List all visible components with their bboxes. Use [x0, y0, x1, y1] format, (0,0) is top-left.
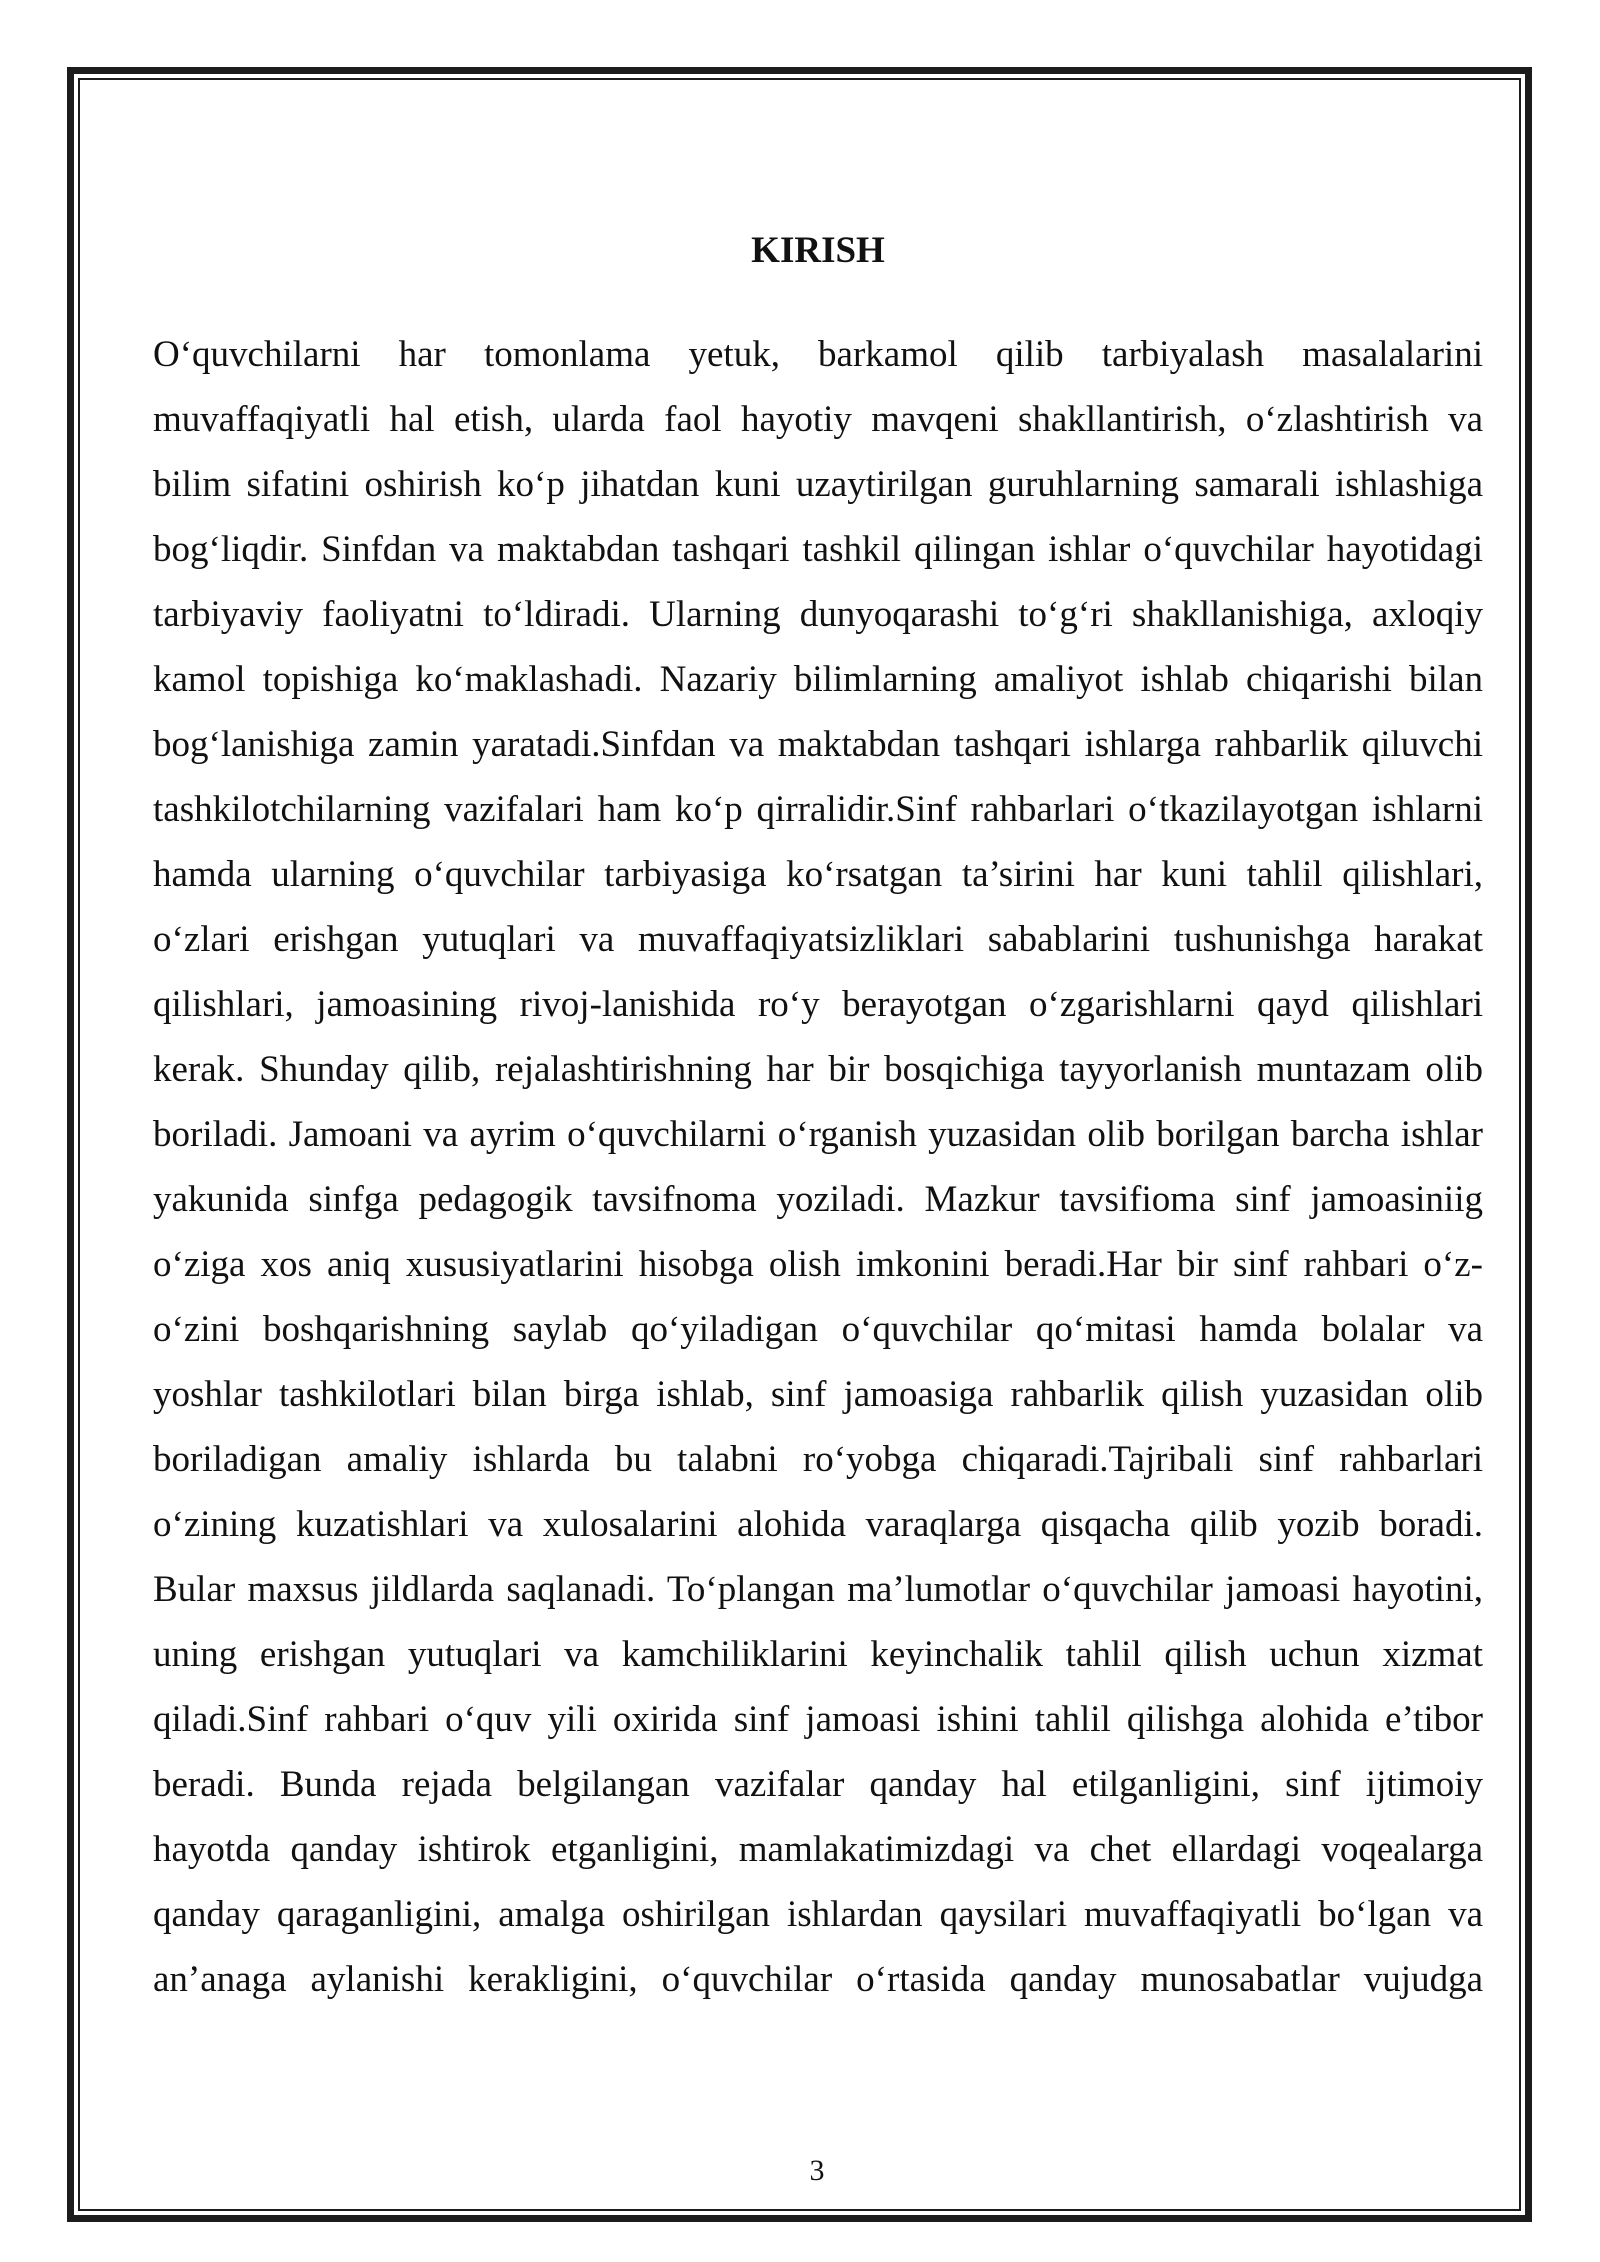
- section-title: KIRISH: [751, 230, 885, 271]
- paragraph-line: o‘zlari erishgan yutuqlari va muvaffaqiyatsizliklari sabablarini tushunishga harakat: [153, 919, 1483, 960]
- paragraph-line: qilishlari, jamoasining rivoj-lanishida ro‘y berayotgan o‘zgarishlarni qayd qilishlari: [153, 984, 1483, 1025]
- paragraph-line: yakunida sinfga pedagogik tavsifnoma yoziladi. Mazkur tavsifioma sinf jamoasiniig: [153, 1179, 1483, 1220]
- page-number: 3: [809, 2154, 825, 2187]
- paragraph-line: yoshlar tashkilotlari bilan birga ishlab, sinf jamoasiga rahbarlik qilish yuzasidan olib: [153, 1374, 1483, 1415]
- paragraph-line: o‘ziga xos aniq xususiyatlarini hisobga olish imkonini beradi.Har bir sinf rahbari o‘z-: [153, 1244, 1483, 1285]
- paragraph-line: qiladi.Sinf rahbari o‘quv yili oxirida sinf jamoasi ishini tahlil qilishga alohida e’tibor: [153, 1699, 1483, 1740]
- paragraph-line: boriladigan amaliy ishlarda bu talabni ro‘yobga chiqaradi.Tajribali sinf rahbarlari: [153, 1439, 1483, 1480]
- paragraph-line: an’anaga aylanishi kerakligini, o‘quvchilar o‘rtasida qanday munosabatlar vujudga: [153, 1959, 1483, 2000]
- paragraph-line: muvaffaqiyatli hal etish, ularda faol hayotiy mavqeni shakllantirish, o‘zlashtirish va: [153, 399, 1483, 440]
- paragraph-line: tarbiyaviy faoliyatni to‘ldiradi. Ularning dunyoqarashi to‘g‘ri shakllanishiga, axloqiy: [153, 594, 1483, 635]
- paragraph-line: o‘zining kuzatishlari va xulosalarini alohida varaqlarga qisqacha qilib yozib boradi.: [153, 1504, 1483, 1545]
- paragraph-line: uning erishgan yutuqlari va kamchiliklarini keyinchalik tahlil qilish uchun xizmat: [153, 1634, 1483, 1675]
- paragraph-line: kamol topishiga ko‘maklashadi. Nazariy bilimlarning amaliyot ishlab chiqarishi bilan: [153, 659, 1483, 700]
- paragraph-line: hamda ularning o‘quvchilar tarbiyasiga ko‘rsatgan ta’sirini har kuni tahlil qilishlari,: [153, 854, 1483, 895]
- paragraph-line: Bular maxsus jildlarda saqlanadi. To‘plangan ma’lumotlar o‘quvchilar jamoasi hayotini,: [153, 1569, 1483, 1610]
- paragraph-line: hayotda qanday ishtirok etganligini, mamlakatimizdagi va chet ellardagi voqealarga: [153, 1829, 1483, 1870]
- paragraph-line: bog‘lanishiga zamin yaratadi.Sinfdan va maktabdan tashqari ishlarga rahbarlik qiluvchi: [153, 724, 1483, 765]
- paragraph-line: kerak. Shunday qilib, rejalashtirishning har bir bosqichiga tayyorlanish muntazam olib: [153, 1049, 1483, 1090]
- paragraph-line: O‘quvchilarni har tomonlama yetuk, barkamol qilib tarbiyalash masalalarini: [153, 334, 1483, 375]
- paragraph-line: bilim sifatini oshirish ko‘p jihatdan kuni uzaytirilgan guruhlarning samarali ishlashiga: [153, 464, 1483, 505]
- body-paragraph: [153, 322, 1483, 2012]
- paragraph-line: bog‘liqdir. Sinfdan va maktabdan tashqari tashkil qilingan ishlar o‘quvchilar hayotidagi: [153, 529, 1483, 570]
- paragraph-line: boriladi. Jamoani va ayrim o‘quvchilarni o‘rganish yuzasidan olib borilgan barcha ishlar: [153, 1114, 1483, 1155]
- paragraph-line: o‘zini boshqarishning saylab qo‘yiladigan o‘quvchilar qo‘mitasi hamda bolalar va: [153, 1309, 1483, 1350]
- paragraph-line: qanday qaraganligini, amalga oshirilgan ishlardan qaysilari muvaffaqiyatli bo‘lgan va: [153, 1894, 1483, 1935]
- paragraph-line: tashkilotchilarning vazifalari ham ko‘p qirralidir.Sinf rahbarlari o‘tkazilayotgan ishlarni: [153, 789, 1483, 830]
- paragraph-line: beradi. Bunda rejada belgilangan vazifalar qanday hal etilganligini, sinf ijtimoiy: [153, 1764, 1483, 1805]
